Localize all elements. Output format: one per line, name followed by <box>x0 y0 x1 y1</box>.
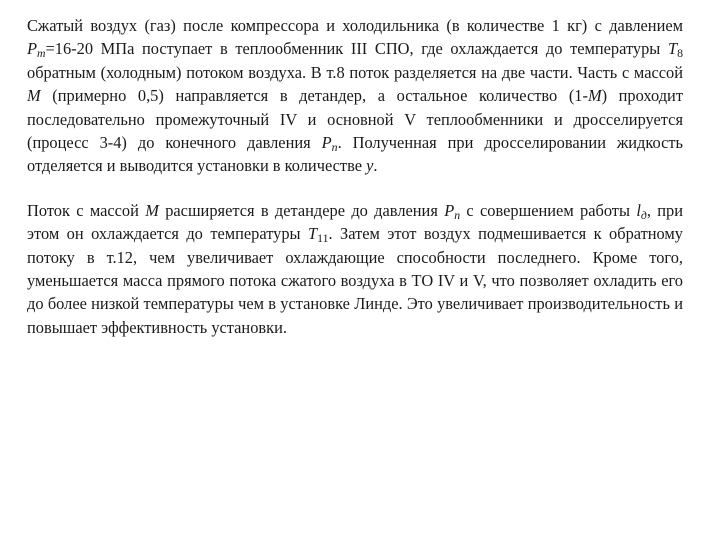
subscript-text: n <box>331 139 338 154</box>
text-run: Поток с массой <box>27 200 146 220</box>
text-run: P <box>444 200 455 220</box>
paragraph-compressed-air <box>27 14 683 178</box>
text-run: . Полученная при дросселировании жидкость отделяется и выводится установки в количестве <box>27 133 684 176</box>
text-run: . Затем этот воздух подмешивается к обратному потоку в т.12, чем увеличивает охлаждающие способности последнего. Кроме того, уменьшается масса прямого потока сжатого воздуха в ТО IV и V, что позволяет охладить его до более низкой температуры чем в установке Линде. Это увеличивает производительность и повышает эффективность установки. <box>27 224 683 337</box>
text-run: T <box>667 39 678 59</box>
text-run: P <box>27 39 38 59</box>
subscript-text: n <box>454 207 461 222</box>
text-run: ) проходит последовательно промежуточный IV и основной V теплообменники и дросселируется (процесс 3-4) до конечного давления <box>27 86 683 153</box>
text-run: с совершением работы <box>460 200 637 220</box>
subscript-text: m <box>37 46 46 61</box>
text-run: l <box>636 200 641 220</box>
text-run: =16-20 МПа поступает в теплообменник III СПО, где охлаждается до температуры <box>45 39 668 59</box>
subscript-text: д <box>640 207 647 222</box>
subscript-text: 11 <box>317 231 329 246</box>
subscript-text: 8 <box>677 46 683 61</box>
text-run: M <box>145 200 159 220</box>
text-run: P <box>321 133 332 153</box>
text-run: расширяется в детандере до давления <box>158 200 445 220</box>
text-run: . <box>373 156 378 176</box>
text-run: M <box>587 86 602 106</box>
text-run: T <box>308 224 318 244</box>
text-run: y <box>366 156 374 176</box>
text-run: M <box>27 86 41 106</box>
document-body <box>27 14 683 339</box>
text-run: Сжатый воздух (газ) после компрессора и холодильника (в количестве 1 кг) с давлением <box>27 16 683 35</box>
text-run: (примерно 0,5) направляется в детандер, а остальное количество (1- <box>40 86 588 106</box>
text-run: , при этом он охлаждается до температуры <box>27 200 684 244</box>
paragraph-expander-flow <box>27 199 683 339</box>
text-run: обратным (холодным) потоком воздуха. В т.8 поток разделяется на две части. Часть с массой <box>27 62 683 82</box>
